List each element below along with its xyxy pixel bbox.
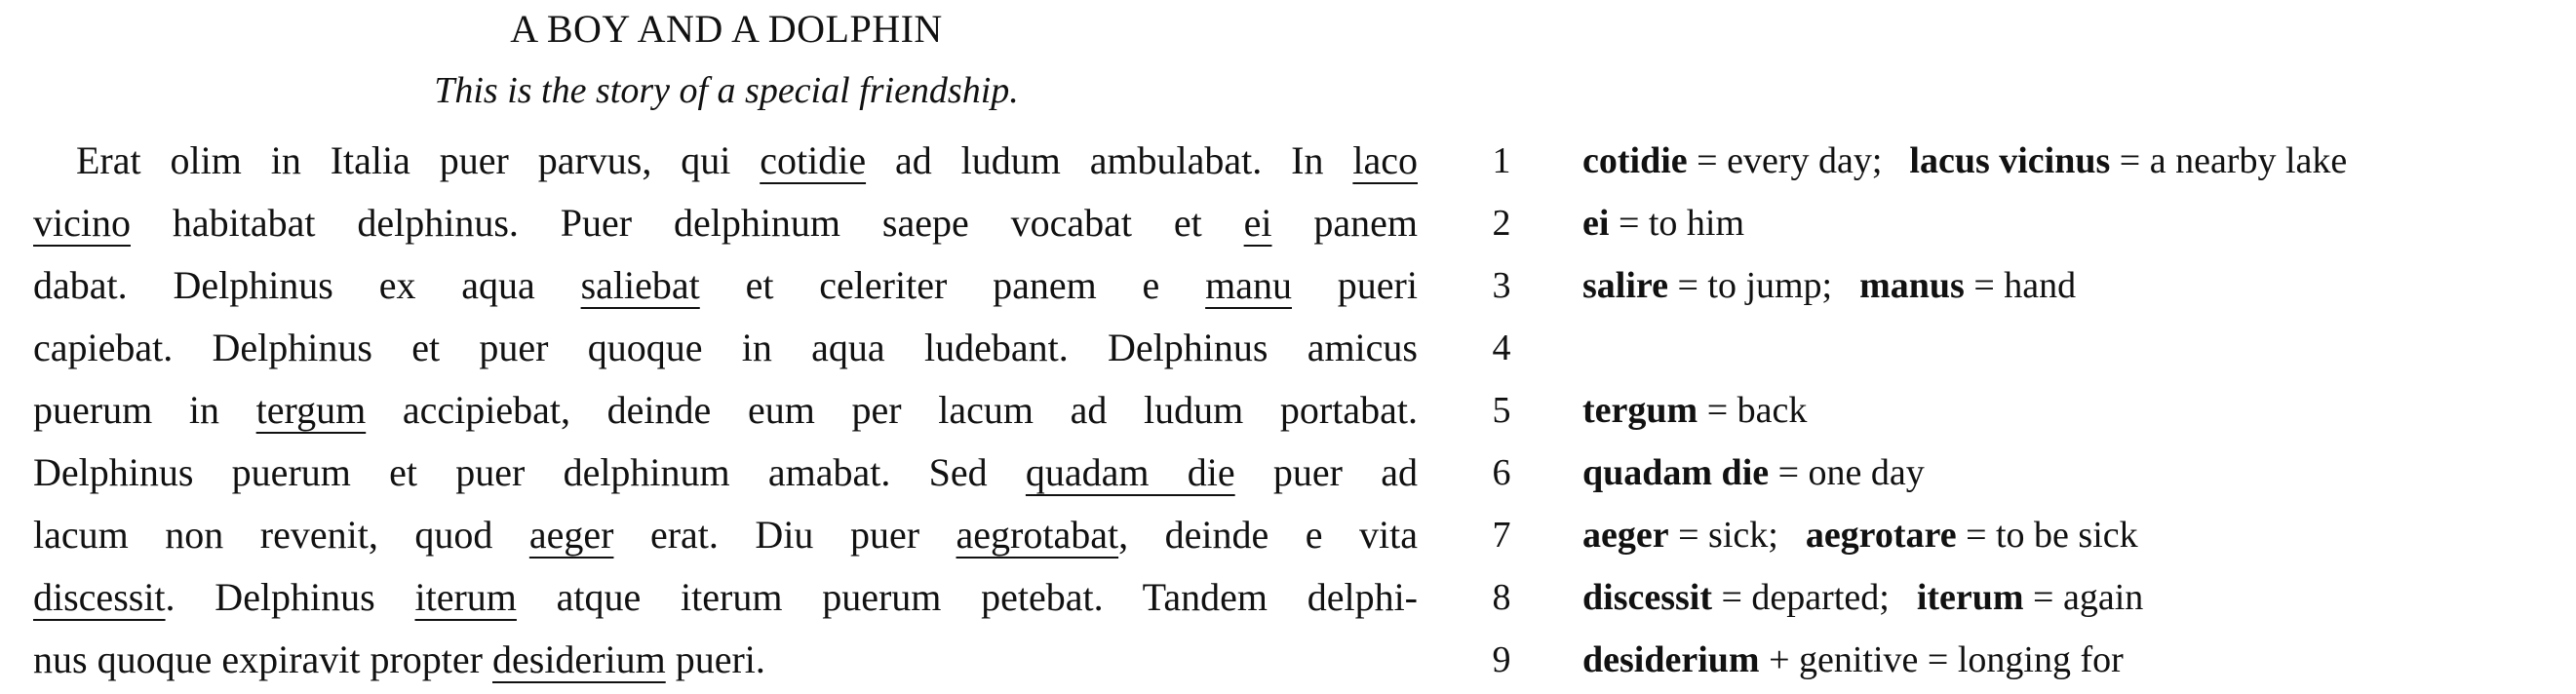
passage-text: puer ad xyxy=(1234,450,1418,494)
passage-text: panem xyxy=(1271,201,1418,245)
glossed-word: cotidie xyxy=(760,138,867,182)
passage-text: accipiebat, deinde eum per lacum ad ludum portabat. xyxy=(366,388,1418,432)
line-number-column xyxy=(1472,130,1531,691)
gloss-term: lacus vicinus xyxy=(1909,140,2111,181)
gloss-definition: = to him xyxy=(1618,203,1745,244)
line-number: 3 xyxy=(1492,265,1511,306)
glossed-word: quadam die xyxy=(1025,450,1235,494)
gloss-definition: = a nearby lake xyxy=(2119,140,2348,181)
glossed-word: saliebat xyxy=(580,263,700,307)
glossed-word: manu xyxy=(1205,263,1292,307)
line-number: 8 xyxy=(1492,577,1511,618)
gloss-line xyxy=(1582,379,2567,442)
latin-passage xyxy=(33,130,1418,691)
gloss-line xyxy=(1582,566,2567,629)
passage-line xyxy=(33,254,1418,317)
gloss-line xyxy=(1582,442,2567,504)
gloss-term: manus xyxy=(1859,265,1965,306)
glossed-word: aeger xyxy=(528,513,614,557)
line-number: 9 xyxy=(1492,639,1511,680)
gloss-term: aeger xyxy=(1582,515,1669,556)
passage-line xyxy=(33,192,1418,254)
gloss-term: desiderium xyxy=(1582,639,1760,680)
passage-text: , deinde e vita xyxy=(1118,513,1418,557)
gloss-definition: = departed; xyxy=(1721,577,1890,618)
passage-text: erat. Diu puer xyxy=(613,513,956,557)
gloss-definition: = to jump; xyxy=(1677,265,1833,306)
passage-text: . Delphinus xyxy=(165,575,415,619)
line-number: 6 xyxy=(1492,452,1511,493)
page-subtitle: This is the story of a special friendship. xyxy=(434,70,1019,111)
gloss-definition: = every day; xyxy=(1697,140,1883,181)
passage-text: et celeriter panem e xyxy=(699,263,1206,307)
page-title: A BOY AND A DOLPHIN xyxy=(510,7,943,51)
glossed-word: laco xyxy=(1352,138,1418,182)
line-number: 1 xyxy=(1492,140,1511,181)
glossed-word: discessit xyxy=(33,575,166,619)
gloss-term: discessit xyxy=(1582,577,1712,618)
passage-line xyxy=(33,566,1418,629)
passage-text: dabat. Delphinus ex aqua xyxy=(33,263,581,307)
gloss-definition: = sick; xyxy=(1678,515,1778,556)
gloss-line xyxy=(1582,130,2567,192)
passage-text: Delphinus puerum et puer delphinum amabat. Sed xyxy=(33,450,1026,494)
passage-line xyxy=(33,379,1418,442)
glossed-word: aegrotabat xyxy=(956,513,1119,557)
gloss-term: salire xyxy=(1582,265,1668,306)
gloss-line xyxy=(1582,629,2567,691)
gloss-definition: = to be sick xyxy=(1966,515,2138,556)
passage-text: pueri. xyxy=(665,637,765,681)
passage-line xyxy=(33,130,1418,192)
glossed-word: vicino xyxy=(33,201,131,245)
glossed-word: desiderium xyxy=(492,637,666,681)
gloss-line xyxy=(1582,192,2567,254)
gloss-line xyxy=(1582,504,2567,566)
gloss-term: aegrotare xyxy=(1805,515,1957,556)
gloss-line xyxy=(1582,254,2567,317)
passage-line xyxy=(33,504,1418,566)
passage-text: puerum in xyxy=(33,388,256,432)
vocabulary-glosses xyxy=(1582,130,2567,691)
passage-text: ad ludum ambulabat. In xyxy=(866,138,1353,182)
gloss-definition: = back xyxy=(1706,390,1808,431)
passage-line xyxy=(33,442,1418,504)
passage-text: habitabat delphinus. Puer delphinum saepe vocabat et xyxy=(130,201,1244,245)
passage-line xyxy=(33,317,1418,379)
gloss-term: iterum xyxy=(1916,577,2024,618)
passage-line xyxy=(33,629,1418,691)
gloss-term: tergum xyxy=(1582,390,1698,431)
gloss-term: ei xyxy=(1582,203,1610,244)
gloss-term: cotidie xyxy=(1582,140,1688,181)
glossed-word: iterum xyxy=(414,575,517,619)
passage-text: lacum non revenit, quod xyxy=(33,513,529,557)
passage-text: capiebat. Delphinus et puer quoque in aqua ludebant. Delphinus amicus xyxy=(33,326,1418,369)
line-number: 4 xyxy=(1492,328,1511,368)
passage-text: atque iterum puerum petebat. Tandem delphi- xyxy=(516,575,1418,619)
glossed-word: tergum xyxy=(255,388,367,432)
passage-text: Erat olim in Italia puer parvus, qui xyxy=(76,138,761,182)
gloss-definition: = again xyxy=(2033,577,2144,618)
gloss-term: quadam die xyxy=(1582,452,1770,493)
line-number: 5 xyxy=(1492,390,1511,431)
gloss-definition: = one day xyxy=(1777,452,1925,493)
passage-text: pueri xyxy=(1291,263,1418,307)
gloss-definition: + genitive = longing for xyxy=(1769,639,2124,680)
gloss-line xyxy=(1582,317,2567,379)
passage-text: nus quoque expiravit propter xyxy=(33,637,492,681)
gloss-definition: = hand xyxy=(1973,265,2077,306)
glossed-word: ei xyxy=(1243,201,1272,245)
line-number: 2 xyxy=(1492,203,1511,244)
line-number: 7 xyxy=(1492,515,1511,556)
